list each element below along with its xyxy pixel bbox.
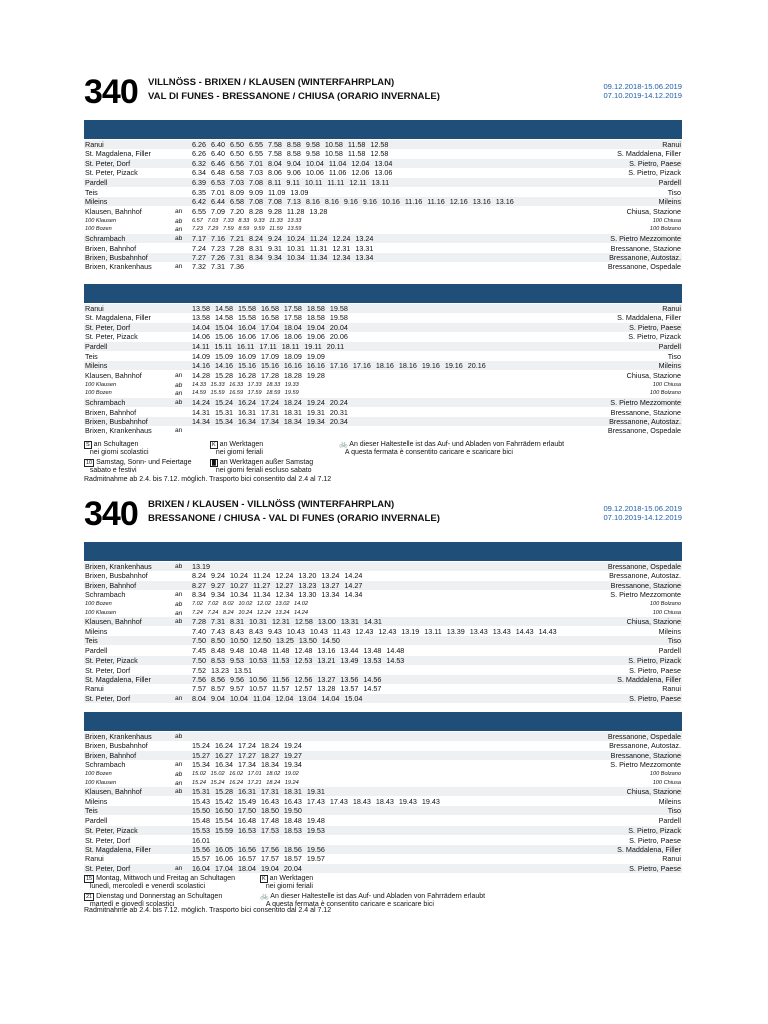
departure-times: 15.50 16.50 17.50 18.50 19.50 <box>192 806 302 816</box>
departure-times: 6.57 7.03 7.33 8.33 9.33 11.33 13.33 <box>192 218 302 225</box>
line-number: 340 <box>84 73 138 111</box>
arr-dep-indicator: ab <box>175 770 183 778</box>
table-row <box>84 806 682 815</box>
stop-name-it: Mileins <box>658 361 681 371</box>
title-de: VILLNÖSS - BRIXEN / KLAUSEN (WINTERFAHRPLAN) <box>148 77 395 88</box>
table-row <box>84 636 682 645</box>
table-row <box>84 159 682 168</box>
timetable-block-2 <box>84 712 682 878</box>
section-header <box>84 74 682 120</box>
table-row <box>84 332 682 341</box>
block-header-bar <box>84 712 682 731</box>
table-row <box>84 408 682 417</box>
stop-name-it: Pardell <box>658 645 681 655</box>
validity-2: 07.10.2019-14.12.2019 <box>603 91 682 100</box>
note-workdays: K an Werktagen nei giorni feriali <box>262 875 314 890</box>
stop-name-it: S. Pietro, Paese <box>629 693 681 703</box>
stop-name-it: Chiusa, Stazione <box>626 206 681 216</box>
departure-times: 13.58 14.58 15.58 16.58 17.58 18.58 19.58 <box>192 313 348 323</box>
validity-1: 09.12.2018-15.06.2019 <box>603 504 682 513</box>
departure-times: 15.24 16.24 17.24 18.24 19.24 <box>192 741 302 751</box>
stop-name-de: 100 Bozen <box>85 770 112 777</box>
table-row <box>84 168 682 177</box>
stop-name-it: 100 Bolzano <box>649 770 681 777</box>
stop-name-de: Mileins <box>85 797 108 806</box>
stop-name-it: Bressanone, Stazione <box>610 407 681 417</box>
stop-name-it: Ranui <box>662 304 681 313</box>
stop-name-de: 100 Bozen <box>85 390 112 397</box>
departure-times: 15.43 15.42 15.49 16.43 16.43 17.43 17.43 18.43 18.43 19.43 19.43 <box>192 797 440 806</box>
stop-name-it: Bressanone, Ospedale <box>607 262 681 272</box>
stop-name-de: Ranui <box>85 684 104 694</box>
section2-notes <box>84 875 682 917</box>
title-it: BRESSANONE / CHIUSA - VAL DI FUNES (ORARIO INVERNALE) <box>148 513 440 524</box>
table-row <box>84 845 682 854</box>
stop-name-de: St. Peter, Dorf <box>85 693 131 703</box>
departure-times: 7.50 8.53 9.53 10.53 11.53 12.53 13.21 13.49 13.53 14.53 <box>192 656 405 666</box>
departure-times: 6.32 6.46 6.56 7.01 8.04 9.04 10.04 11.04 12.04 13.04 <box>192 158 393 168</box>
table-row <box>84 225 682 234</box>
stop-name-de: Teis <box>85 636 98 646</box>
arr-dep-indicator: an <box>175 207 183 215</box>
table-row <box>84 751 682 760</box>
stop-name-it: S. Pietro, Paese <box>629 158 681 168</box>
departure-times: 7.50 8.50 10.50 12.50 13.25 13.50 14.50 <box>192 636 340 646</box>
stop-name-de: 100 Klausen <box>85 382 117 389</box>
stop-name-de: Pardell <box>85 341 108 351</box>
stop-name-de: St. Peter, Pizack <box>85 332 138 342</box>
arr-dep-indicator: an <box>175 779 183 787</box>
table-row <box>84 787 682 796</box>
departure-times: 7.17 7.16 7.21 8.24 9.24 10.24 11.24 12.24 13.24 <box>192 234 374 244</box>
stop-name-it: Pardell <box>658 341 681 351</box>
stop-name-it: Mileins <box>658 197 681 207</box>
stop-name-it: Bressanone, Autostaz. <box>609 417 681 426</box>
stop-name-de: St. Peter, Dorf <box>85 835 131 845</box>
stop-name-de: Brixen, Krankenhaus <box>85 562 152 571</box>
table-row <box>84 760 682 769</box>
stop-name-it: S. Pietro, Pizack <box>628 656 681 666</box>
stop-name-de: Ranui <box>85 304 104 313</box>
stop-name-de: St. Magdalena, Filler <box>85 313 151 323</box>
departure-times: 15.48 15.54 16.48 17.48 18.48 19.48 <box>192 815 325 825</box>
arr-dep-indicator: an <box>175 371 183 379</box>
table-row <box>84 398 682 407</box>
arr-dep-indicator: ab <box>175 235 183 243</box>
stop-name-de: Ranui <box>85 854 104 864</box>
departure-times: 6.35 7.01 8.09 9.09 11.09 13.09 <box>192 188 309 197</box>
stop-name-de: Pardell <box>85 177 108 187</box>
note-school-days: S an Schultagen nei giorni scolastici <box>86 441 149 456</box>
departure-times: 8.24 9.24 10.24 11.24 12.24 13.20 13.24 14.24 <box>192 571 363 581</box>
table-row <box>84 617 682 626</box>
stop-name-de: Schrambach <box>85 234 126 244</box>
stop-name-it: Ranui <box>662 140 681 149</box>
departure-times: 7.52 13.23 13.51 <box>192 665 252 675</box>
departure-times: 6.34 6.48 6.58 7.03 8.06 9.06 10.06 11.06 12.06 13.06 <box>192 168 393 178</box>
departure-times: 7.27 7.26 7.31 8.34 9.34 10.34 11.34 12.34 13.34 <box>192 253 374 262</box>
stop-name-it: Tiso <box>667 636 681 646</box>
bicycle-icon: 🚲 <box>339 441 348 448</box>
table-row <box>84 417 682 426</box>
note-bicycle: 🚲 An dieser Haltestelle ist das Auf- und Abladen von Fahrrädern erlaubt A questa fermata è consentito caricare e scaricare bici <box>339 441 565 456</box>
stop-name-de: Teis <box>85 352 98 361</box>
stop-name-it: Pardell <box>658 177 681 187</box>
stop-name-it: Tiso <box>667 188 681 197</box>
stop-name-it: 100 Chiusa <box>652 779 681 786</box>
arr-dep-indicator: ab <box>175 733 183 740</box>
departure-times: 7.23 7.29 7.59 8.59 9.59 11.59 13.59 <box>192 226 302 233</box>
stop-name-de: Brixen, Busbahnhof <box>85 417 148 426</box>
departure-times: 8.27 9.27 10.27 11.27 12.27 13.23 13.27 14.27 <box>192 580 363 590</box>
arr-dep-indicator: ab <box>175 382 183 390</box>
validity-dates <box>603 504 682 522</box>
stop-name-de: Brixen, Busbahnhof <box>85 571 148 581</box>
departure-times: 7.28 7.31 8.31 10.31 12.31 12.58 13.00 13.31 14.31 <box>192 616 382 626</box>
stop-name-it: Bressanone, Ospedale <box>607 426 681 436</box>
stop-name-it: 100 Chiusa <box>652 382 681 389</box>
stop-name-de: Schrambach <box>85 590 126 600</box>
stop-name-de: St. Peter, Pizack <box>85 656 138 666</box>
stop-name-it: Pardell <box>658 815 681 825</box>
departure-times: 14.16 14.16 15.16 15.16 16.16 16.16 17.16 17.16 18.16 18.16 19.16 19.16 20.16 <box>192 361 486 371</box>
departure-times: 7.24 7.23 7.28 8.31 9.31 10.31 11.31 12.31 13.31 <box>192 243 374 253</box>
departure-times: 7.56 8.56 9.56 10.56 11.56 12.56 13.27 13.56 14.56 <box>192 675 382 684</box>
stop-name-de: Teis <box>85 188 98 197</box>
stop-name-de: Klausen, Bahnhof <box>85 206 142 216</box>
stop-name-it: Chiusa, Stazione <box>626 370 681 380</box>
stop-name-de: Schrambach <box>85 398 126 408</box>
table-row <box>84 816 682 825</box>
stop-name-de: Schrambach <box>85 760 126 770</box>
table-row <box>84 770 682 779</box>
timetable-section-2 <box>84 496 682 878</box>
stop-name-de: St. Peter, Dorf <box>85 665 131 675</box>
table-row <box>84 140 682 149</box>
stop-name-it: S. Pietro Mezzomonte <box>610 590 681 600</box>
stop-name-it: Bressanone, Autostaz. <box>609 741 681 751</box>
table-row <box>84 361 682 370</box>
departure-times: 14.31 15.31 16.31 17.31 18.31 19.31 20.31 <box>192 407 348 417</box>
table-row <box>84 149 682 158</box>
table-row <box>84 600 682 609</box>
table-row <box>84 562 682 571</box>
table-row <box>84 571 682 580</box>
stop-name-it: Chiusa, Stazione <box>626 786 681 796</box>
note-bike-transport: Radmitnahme ab 2.4. bis 7.12. möglich. Trasporto bici consentito dal 2.4 al 7.12 <box>84 476 332 483</box>
note-weekends: 10 Samstag, Sonn- und Feiertage sabato e festivi <box>86 459 192 474</box>
departure-times: 14.28 15.28 16.28 17.28 18.28 19.28 <box>192 370 325 380</box>
stop-name-de: St. Peter, Pizack <box>85 826 138 836</box>
stop-name-it: S. Pietro Mezzomonte <box>610 234 681 244</box>
stop-name-it: S. Pietro, Paese <box>629 665 681 675</box>
stop-name-de: St. Peter, Dorf <box>85 322 131 332</box>
stop-name-de: 100 Klausen <box>85 779 117 786</box>
stop-name-it: S. Pietro, Paese <box>629 322 681 332</box>
departure-times: 15.27 16.27 17.27 18.27 19.27 <box>192 750 302 760</box>
stop-name-de: St. Peter, Dorf <box>85 158 131 168</box>
stop-name-it: Bressanone, Stazione <box>610 580 681 590</box>
stop-name-de: St. Peter, Dorf <box>85 863 131 873</box>
stop-name-it: Ranui <box>662 684 681 694</box>
arr-dep-indicator: an <box>175 263 183 271</box>
table-row <box>84 627 682 636</box>
stop-name-de: St. Magdalena, Filler <box>85 149 151 159</box>
arr-dep-indicator: an <box>175 591 183 599</box>
departure-times: 6.26 6.40 6.50 6.55 7.58 8.58 9.58 10.58 11.58 12.58 <box>192 140 389 149</box>
arr-dep-indicator: ab <box>175 399 183 407</box>
table-row <box>84 694 682 703</box>
note-bike-transport: Radmitnahme ab 2.4. bis 7.12. möglich. Trasporto bici consentito dal 2.4 al 7.12 <box>84 907 332 914</box>
stop-name-it: S. Pietro, Pizack <box>628 826 681 836</box>
departure-times: 14.04 15.04 16.04 17.04 18.04 19.04 20.04 <box>192 322 348 332</box>
table-row <box>84 836 682 845</box>
table-row <box>84 646 682 655</box>
table-row <box>84 864 682 873</box>
note-tue-thu: 21 Dienstag und Donnerstag an Schultagen martedì e giovedì scolastici <box>86 893 223 908</box>
table-row <box>84 666 682 675</box>
table-row <box>84 389 682 398</box>
stop-name-de: Brixen, Krankenhaus <box>85 732 152 741</box>
departure-times: 15.56 16.05 16.56 17.56 18.56 19.56 <box>192 845 325 854</box>
note-bicycle: 🚲 An dieser Haltestelle ist das Auf- und Abladen von Fahrrädern erlaubt A questa fermata è consentito caricare e scaricare bici <box>260 893 486 908</box>
table-row <box>84 656 682 665</box>
table-row <box>84 342 682 351</box>
stop-name-it: Mileins <box>658 627 681 636</box>
table-row <box>84 188 682 197</box>
section-titles <box>148 498 440 526</box>
stop-name-de: St. Peter, Pizack <box>85 168 138 178</box>
validity-1: 09.12.2018-15.06.2019 <box>603 82 682 91</box>
stop-name-it: Bressanone, Autostaz. <box>609 571 681 581</box>
arr-dep-indicator: an <box>175 609 183 617</box>
timetable-block-2 <box>84 284 682 444</box>
note-mon-wed-fri: 15 Montag, Mittwoch und Freitag an Schultagen lunedì, mercoledì e venerdì scolastici <box>86 875 236 890</box>
departure-times: 6.55 7.09 7.20 8.28 9.28 11.28 13.28 <box>192 206 328 216</box>
stop-name-de: Pardell <box>85 645 108 655</box>
arr-dep-indicator: ab <box>175 218 183 226</box>
stop-name-it: S. Pietro, Paese <box>629 863 681 873</box>
table-row <box>84 304 682 313</box>
arr-dep-indicator: an <box>175 694 183 702</box>
departure-times: 13.19 <box>192 562 210 571</box>
stop-name-de: Ranui <box>85 140 104 149</box>
departure-times: 6.39 6.53 7.03 7.08 8.11 9.11 10.11 11.11 12.11 13.11 <box>192 177 390 187</box>
table-row <box>84 178 682 187</box>
arr-dep-indicator: ab <box>175 617 183 625</box>
table-row <box>84 826 682 835</box>
stop-name-de: Brixen, Bahnhof <box>85 407 137 417</box>
departure-times: 6.26 6.40 6.50 6.55 7.58 8.58 9.58 10.58 11.58 12.58 <box>192 149 389 159</box>
stop-name-de: Brixen, Busbahnhof <box>85 253 148 262</box>
table-row <box>84 426 682 435</box>
departure-times: 15.02 15.02 16.02 17.01 18.02 19.02 <box>192 770 299 777</box>
stop-name-de: Mileins <box>85 197 108 207</box>
departure-times: 16.01 <box>192 835 210 845</box>
timetable-block-1 <box>84 120 682 280</box>
stop-name-it: Chiusa, Stazione <box>626 616 681 626</box>
section1-notes <box>84 441 682 483</box>
arr-dep-indicator: an <box>175 390 183 398</box>
departure-times: 14.09 15.09 16.09 17.09 18.09 19.09 <box>192 352 325 361</box>
departure-times: 15.24 15.24 16.24 17.21 18.24 19.24 <box>192 779 299 786</box>
stop-name-it: Bressanone, Ospedale <box>607 562 681 571</box>
departure-times: 13.58 14.58 15.58 16.58 17.58 18.58 19.58 <box>192 304 348 313</box>
arr-dep-indicator: an <box>175 427 183 435</box>
departure-times: 14.59 15.59 16.59 17.59 18.59 19.59 <box>192 390 299 397</box>
stop-name-de: Klausen, Bahnhof <box>85 370 142 380</box>
stop-name-it: Tiso <box>667 806 681 816</box>
stop-name-it: 100 Bolzano <box>649 600 681 607</box>
note-workdays-no-sat: █ an Werktagen außer Samstag nei giorni feriali escluso sabato <box>212 459 314 474</box>
timetable-block-1 <box>84 542 682 708</box>
stop-name-it: Bressanone, Ospedale <box>607 732 681 741</box>
table-row <box>84 262 682 271</box>
section-header <box>84 496 682 542</box>
stop-name-de: 100 Klausen <box>85 218 117 225</box>
table-row <box>84 371 682 380</box>
arr-dep-indicator: ab <box>175 563 183 570</box>
title-de: BRIXEN / KLAUSEN - VILLNÖSS (WINTERFAHRPLAN) <box>148 499 395 510</box>
table-row <box>84 323 682 332</box>
stop-name-it: Mileins <box>658 797 681 806</box>
departure-times: 14.33 15.33 16.33 17.33 18.33 19.33 <box>192 382 299 389</box>
stop-name-it: 100 Chiusa <box>652 609 681 616</box>
stop-name-de: Klausen, Bahnhof <box>85 786 142 796</box>
stop-name-it: Bressanone, Stazione <box>610 243 681 253</box>
table-row <box>84 352 682 361</box>
block-header-bar <box>84 284 682 303</box>
stop-name-it: S. Maddalena, Filler <box>617 845 681 854</box>
departure-times: 6.42 6.44 6.58 7.08 7.08 7.13 8.16 8.16 9.16 9.16 10.16 11.16 11.16 12.16 13.16 13.16 <box>192 197 514 207</box>
timetable-section-1 <box>84 74 682 444</box>
departure-times: 7.32 7.31 7.36 <box>192 262 244 272</box>
table-row <box>84 675 682 684</box>
stop-name-de: Pardell <box>85 815 108 825</box>
bicycle-icon: 🚲 <box>260 893 269 900</box>
stop-name-it: 100 Bolzano <box>649 390 681 397</box>
arr-dep-indicator: an <box>175 226 183 234</box>
departure-times: 14.24 15.24 16.24 17.24 18.24 19.24 20.24 <box>192 398 348 408</box>
table-row <box>84 581 682 590</box>
departure-times: 7.02 7.02 8.02 10.02 12.02 13.02 14.02 <box>192 600 308 607</box>
table-row <box>84 741 682 750</box>
validity-dates <box>603 82 682 100</box>
arr-dep-indicator: an <box>175 864 183 872</box>
departure-times: 7.45 8.48 9.48 10.48 11.48 12.48 13.16 13.44 13.48 14.48 <box>192 645 405 655</box>
validity-2: 07.10.2019-14.12.2019 <box>603 513 682 522</box>
stop-name-it: S. Maddalena, Filler <box>617 675 681 684</box>
stop-name-it: 100 Bolzano <box>649 226 681 233</box>
table-row <box>84 207 682 216</box>
stop-name-de: Mileins <box>85 361 108 371</box>
stop-name-it: S. Maddalena, Filler <box>617 313 681 323</box>
stop-name-de: Brixen, Krankenhaus <box>85 426 152 436</box>
stop-name-de: Brixen, Krankenhaus <box>85 262 152 272</box>
departure-times: 15.53 15.59 16.53 17.53 18.53 19.53 <box>192 826 325 836</box>
departure-times: 14.11 15.11 16.11 17.11 18.11 19.11 20.11 <box>192 341 345 351</box>
stop-name-it: S. Pietro Mezzomonte <box>610 760 681 770</box>
departure-times: 7.24 7.24 8.24 10.24 12.24 13.24 14.24 <box>192 609 308 616</box>
stop-name-it: Bressanone, Autostaz. <box>609 253 681 262</box>
stop-name-de: Mileins <box>85 627 108 636</box>
departure-times: 14.34 15.34 16.34 17.34 18.34 19.34 20.34 <box>192 417 348 426</box>
section-titles <box>148 76 440 104</box>
stop-name-it: Ranui <box>662 854 681 864</box>
table-row <box>84 854 682 863</box>
departure-times: 16.04 17.04 18.04 19.04 20.04 <box>192 863 302 873</box>
table-row <box>84 590 682 599</box>
stop-name-de: Brixen, Bahnhof <box>85 243 137 253</box>
stop-name-de: Brixen, Bahnhof <box>85 580 137 590</box>
stop-name-de: 100 Klausen <box>85 609 117 616</box>
stop-name-it: 100 Chiusa <box>652 218 681 225</box>
stop-name-de: 100 Bozen <box>85 600 112 607</box>
departure-times: 15.57 16.06 16.57 17.57 18.57 19.57 <box>192 854 325 864</box>
departure-times: 14.06 15.06 16.06 17.06 18.06 19.06 20.06 <box>192 332 348 342</box>
block-header-bar <box>84 120 682 139</box>
note-workdays: K an Werktagen nei giorni feriali <box>212 441 264 456</box>
arr-dep-indicator: an <box>175 761 183 769</box>
stop-name-it: Bressanone, Stazione <box>610 750 681 760</box>
table-row <box>84 313 682 322</box>
table-row <box>84 253 682 262</box>
title-it: VAL DI FUNES - BRESSANONE / CHIUSA (ORARIO INVERNALE) <box>148 91 440 102</box>
table-row <box>84 244 682 253</box>
departure-times: 7.57 8.57 9.57 10.57 11.57 12.57 13.28 13.57 14.57 <box>192 684 382 694</box>
table-row <box>84 684 682 693</box>
departure-times: 15.34 16.34 17.34 18.34 19.34 <box>192 760 302 770</box>
stop-name-de: Teis <box>85 806 98 816</box>
departure-times: 7.40 7.43 8.43 8.43 9.43 10.43 10.43 11.43 12.43 12.43 13.19 13.11 13.39 13.43 13.43 14.43 14.43 <box>192 627 557 636</box>
table-row <box>84 797 682 806</box>
stop-name-it: S. Pietro, Paese <box>629 835 681 845</box>
stop-name-de: St. Magdalena, Filler <box>85 845 151 854</box>
departure-times: 15.31 15.28 16.31 17.31 18.31 19.31 <box>192 786 325 796</box>
arr-dep-indicator: ab <box>175 600 183 608</box>
stop-name-de: Brixen, Bahnhof <box>85 750 137 760</box>
stop-name-de: Brixen, Busbahnhof <box>85 741 148 751</box>
stop-name-de: St. Magdalena, Filler <box>85 675 151 684</box>
stop-name-de: 100 Bozen <box>85 226 112 233</box>
table-row <box>84 732 682 741</box>
stop-name-it: S. Maddalena, Filler <box>617 149 681 159</box>
departure-times: 8.34 9.34 10.34 11.34 12.34 13.30 13.34 14.34 <box>192 590 363 600</box>
line-number: 340 <box>84 495 138 533</box>
stop-name-it: S. Pietro, Pizack <box>628 168 681 178</box>
departure-times: 8.04 9.04 10.04 11.04 12.04 13.04 14.04 15.04 <box>192 693 363 703</box>
arr-dep-indicator: ab <box>175 787 183 795</box>
table-row <box>84 234 682 243</box>
stop-name-it: S. Pietro, Pizack <box>628 332 681 342</box>
block-header-bar <box>84 542 682 561</box>
table-row <box>84 197 682 206</box>
stop-name-de: Klausen, Bahnhof <box>85 616 142 626</box>
stop-name-it: S. Pietro Mezzomonte <box>610 398 681 408</box>
stop-name-it: Tiso <box>667 352 681 361</box>
